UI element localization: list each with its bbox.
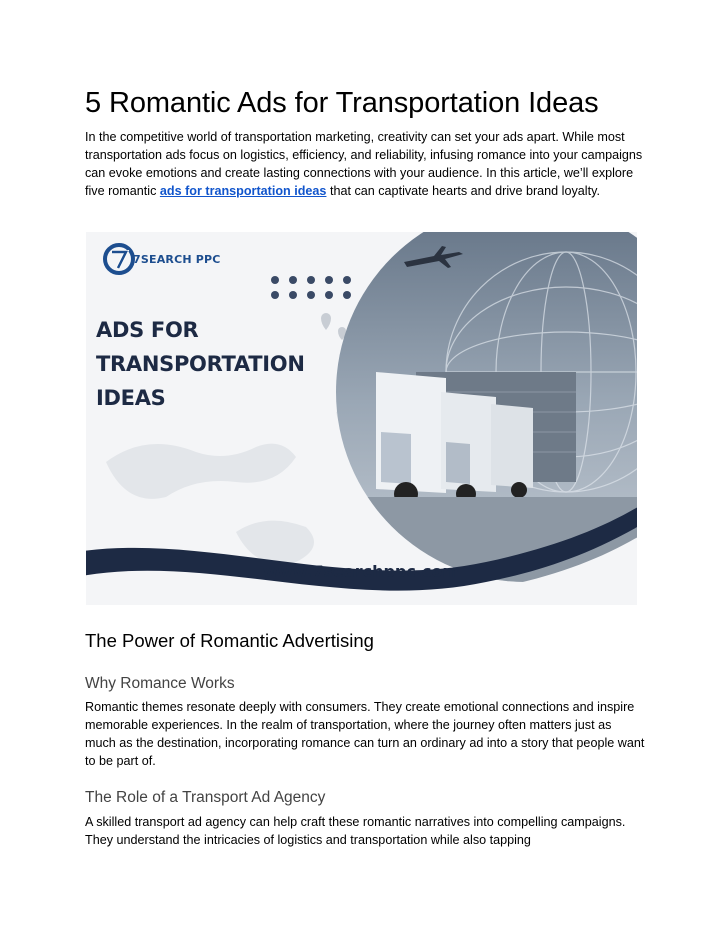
ads-for-transportation-link[interactable]: ads for transportation ideas	[159, 184, 327, 198]
intro-paragraph	[85, 128, 645, 200]
section-heading: The Power of Romantic Advertising	[85, 630, 374, 651]
decorative-dots	[271, 276, 351, 299]
why-romance-paragraph: Romantic themes resonate deeply with consumers. They create emotional connections and inspire memorable experiences. In the realm of transportation, where the journey often matters just as much as the destination, incorporating romance can turn an ordinary ad into a story that people want to be part of.	[85, 700, 645, 768]
subsection-heading-ad-agency: The Role of a Transport Ad Agency	[85, 789, 326, 806]
banner-title-line: IDEAS	[96, 386, 166, 410]
intro-text-before: In the competitive world of transportation marketing, creativity can set your ads apart. While most transportation ads focus on logistics, efficiency, and reliability, infusing romance into your campaigns can evoke emotions and create lasting connections with your audience. In this article, we’ll explore five romantic	[85, 130, 643, 198]
intro-text-after: that can captivate hearts and drive brand loyalty.	[326, 184, 600, 198]
banner-image	[86, 232, 637, 605]
banner-title-line: ADS FOR	[96, 318, 199, 342]
7search-logo-icon	[105, 245, 133, 273]
banner-graphic	[86, 232, 637, 605]
document-title: 5 Romantic Ads for Transportation Ideas	[85, 87, 599, 119]
banner-brand-name: 7SEARCH PPC	[133, 253, 221, 266]
subsection-heading-why-romance: Why Romance Works	[85, 675, 235, 692]
ad-agency-paragraph: A skilled transport ad agency can help craft these romantic narratives into compelling campaigns. They understand the intricacies of logistics and transportation while also tapping	[85, 815, 626, 847]
banner-title	[96, 313, 305, 415]
banner-website: www.7searchppc.com	[263, 562, 460, 581]
banner-title-line: TRANSPORTATION	[96, 352, 305, 376]
